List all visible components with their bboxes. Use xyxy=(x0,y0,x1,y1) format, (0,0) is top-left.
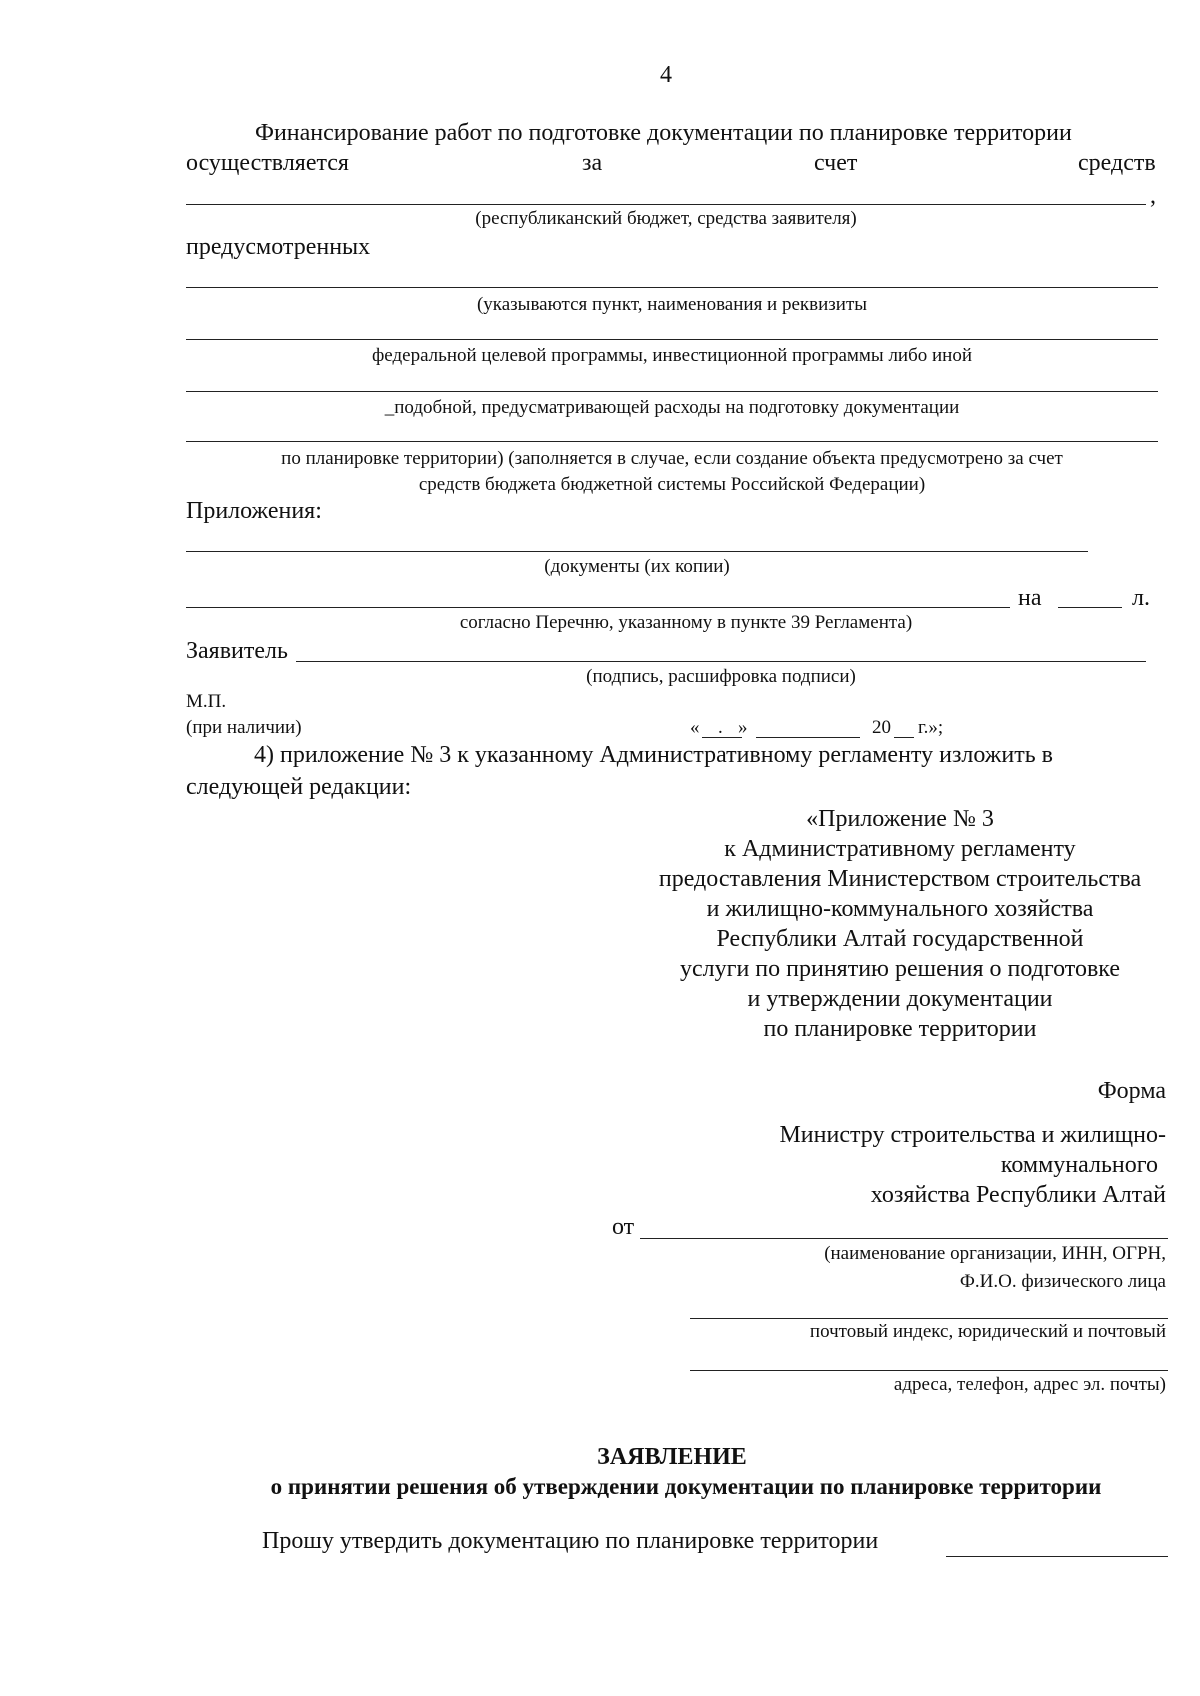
request-fill-line[interactable] xyxy=(946,1556,1168,1557)
from-label: от xyxy=(612,1214,635,1240)
appendix-line-8: по планировке территории xyxy=(763,1016,1037,1042)
appendix-header xyxy=(620,804,1180,1044)
from-line-1[interactable] xyxy=(640,1238,1168,1239)
if-any-label: (при наличии) xyxy=(186,717,302,738)
caption-contacts: адреса, телефон, адрес эл. почты) xyxy=(893,1374,1166,1395)
caption-program-2: федеральной целевой программы, инвестиционной программы либо иной xyxy=(371,345,973,366)
addressee-line2: коммунального xyxy=(1000,1152,1158,1178)
financing-word-carried-out: осуществляется xyxy=(186,150,349,176)
date-year-line[interactable] xyxy=(894,737,914,738)
financing-line1: Финансирование работ по подготовке документации по планировке территории xyxy=(255,120,1072,146)
item4-line2: следующей редакции: xyxy=(186,774,412,800)
appendix-line-5: Республики Алтай государственной xyxy=(716,926,1084,952)
statement-subtitle: о принятии решения об утверждении документации по планировке территории xyxy=(270,1474,1102,1499)
program-line-4[interactable] xyxy=(186,441,1158,442)
appendix-line-6: услуги по принятию решения о подготовке xyxy=(679,956,1120,982)
applicant-signature-line[interactable] xyxy=(296,661,1146,662)
attachments-line[interactable] xyxy=(186,551,1088,552)
financing-word-funds: средств xyxy=(1078,150,1156,176)
form-label: Форма xyxy=(1097,1078,1166,1104)
on-label: на xyxy=(1018,585,1042,611)
sheets-count-line[interactable] xyxy=(1058,607,1122,608)
program-line-1[interactable] xyxy=(186,287,1158,288)
caption-list: согласно Перечню, указанному в пункте 39 Регламента) xyxy=(459,612,913,633)
appendix-line-2: к Административному регламенту xyxy=(724,836,1076,862)
applicant-label: Заявитель xyxy=(186,638,288,664)
date-year-suffix: г.»; xyxy=(918,717,944,738)
caption-program-4: по планировке территории) (заполняется в случае, если создание объекта предусмотрено за счет xyxy=(281,448,1063,469)
program-line-3[interactable] xyxy=(186,391,1158,392)
statement-title: ЗАЯВЛЕНИЕ xyxy=(597,1444,747,1470)
caption-postal: почтовый индекс, юридический и почтовый xyxy=(809,1321,1166,1342)
sheets-label: л. xyxy=(1132,585,1150,611)
date-year-prefix: 20 xyxy=(872,717,891,738)
caption-signature: (подпись, расшифровка подписи) xyxy=(586,666,856,687)
statement-request: Прошу утвердить документацию по планировке территории xyxy=(262,1528,879,1554)
caption-org: (наименование организации, ИНН, ОГРН, xyxy=(824,1243,1166,1264)
item4-line1: 4) приложение № 3 к указанному Административному регламенту изложить в xyxy=(254,742,1053,768)
provided-label: предусмотренных xyxy=(186,234,371,260)
documents-list-line[interactable] xyxy=(186,607,1010,608)
date-close-quote: » xyxy=(738,717,748,738)
caption-documents: (документы (их копии) xyxy=(544,556,730,577)
date-open-quote: « xyxy=(690,717,700,738)
funds-comma: , xyxy=(1150,183,1156,209)
caption-program-3: _подобной, предусматривающей расходы на подготовку документации xyxy=(384,397,960,418)
appendix-line-7: и утверждении документации xyxy=(747,986,1053,1012)
appendix-line-3: предоставления Министерством строительства xyxy=(658,866,1142,892)
caption-person: Ф.И.О. физического лица xyxy=(959,1271,1166,1292)
addressee-line3: хозяйства Республики Алтай xyxy=(870,1182,1166,1208)
addressee-line1: Министру строительства и жилищно- xyxy=(779,1122,1166,1148)
financing-word-account: счет xyxy=(814,150,858,176)
appendix-line-1: «Приложение № 3 xyxy=(806,806,994,832)
appendix-line-4: и жилищно-коммунального хозяйства xyxy=(706,896,1094,922)
page-number: 4 xyxy=(660,62,672,88)
caption-program-5: средств бюджета бюджетной системы Российской Федерации) xyxy=(418,474,926,495)
funds-source-line[interactable] xyxy=(186,204,1146,205)
program-line-2[interactable] xyxy=(186,339,1158,340)
attachments-label: Приложения: xyxy=(186,498,322,524)
stamp-label: М.П. xyxy=(186,691,227,712)
caption-budget: (республиканский бюджет, средства заявителя) xyxy=(475,208,857,229)
from-line-2[interactable] xyxy=(690,1318,1168,1319)
date-month-line[interactable] xyxy=(756,737,860,738)
from-line-3[interactable] xyxy=(690,1370,1168,1371)
caption-program-1: (указываются пункт, наименования и реквизиты xyxy=(476,294,868,315)
date-dot: . xyxy=(718,717,723,738)
financing-word-for: за xyxy=(582,150,603,176)
